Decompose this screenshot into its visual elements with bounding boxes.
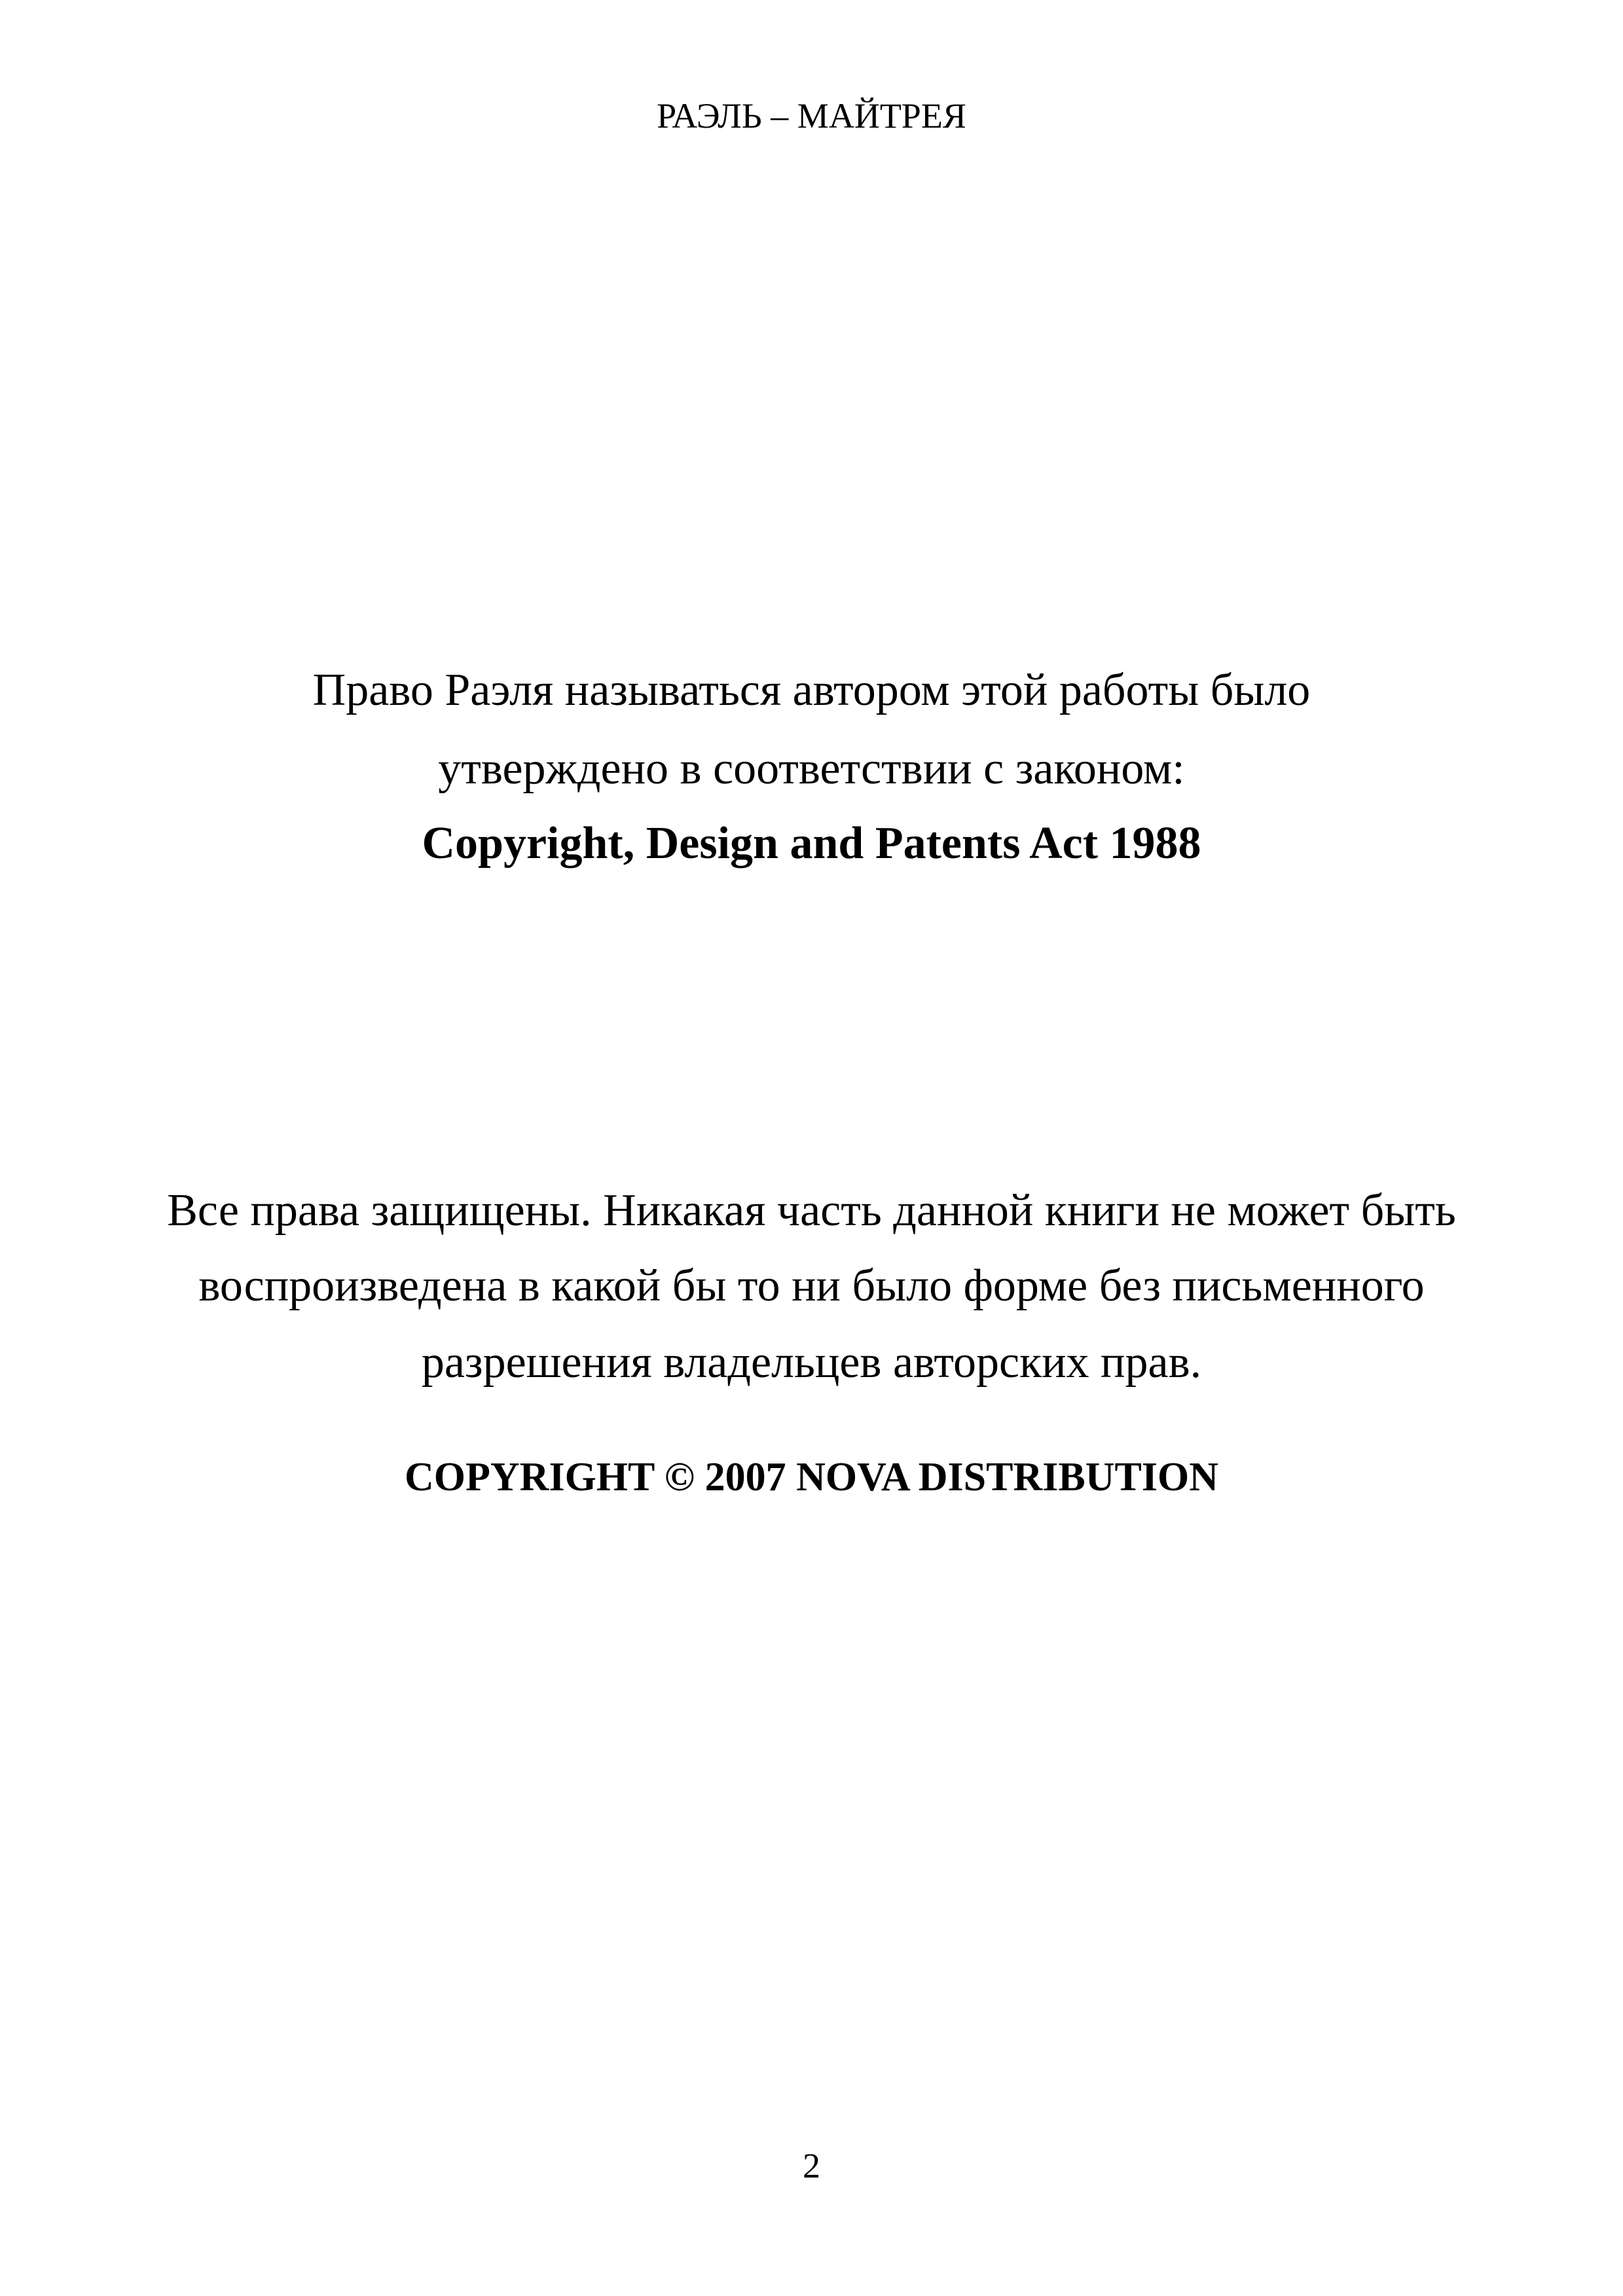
authorship-line-1: Право Раэля называться автором этой работы было [312,665,1311,715]
authorship-line-2: утверждено в соответствии с законом: [438,744,1185,794]
rights-line-1: Все права защищены. Никакая часть данной книги не может быть [167,1185,1456,1236]
rights-line-2: воспроизведена в какой бы то ни было форме без письменного [198,1261,1425,1311]
page-number: 2 [803,2146,820,2185]
running-header: РАЭЛЬ – МАЙТРЕЯ [657,96,966,135]
copyright-act-title: Copyright, Design and Patents Act 1988 [422,818,1201,869]
rights-line-3: разрешения владельцев авторских прав. [421,1337,1202,1388]
copyright-notice: COPYRIGHT © 2007 NOVA DISTRIBUTION [405,1455,1218,1499]
